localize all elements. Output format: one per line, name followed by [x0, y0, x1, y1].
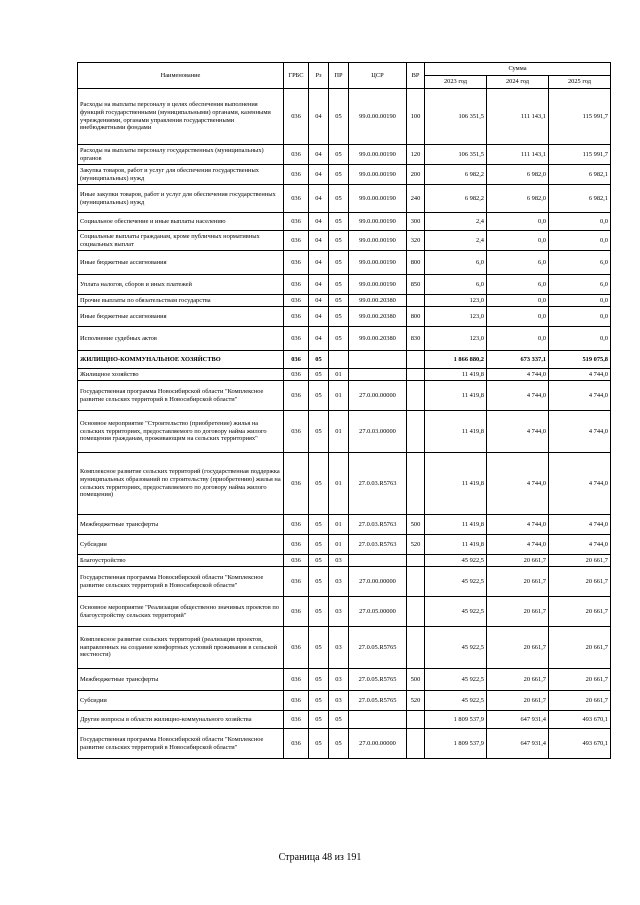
- cell-v2025: 20 661,7: [549, 567, 611, 597]
- cell-csr: 27.0.00.00000: [349, 729, 407, 759]
- cell-vr: 300: [407, 213, 425, 231]
- cell-v2024: 20 661,7: [487, 597, 549, 627]
- cell-name: Межбюджетные трансферты: [78, 669, 284, 691]
- cell-v2023: 11 419,8: [425, 369, 487, 381]
- cell-rz: 05: [309, 691, 329, 711]
- cell-pr: 05: [329, 213, 349, 231]
- table-row: [78, 411, 611, 453]
- cell-v2025: 493 670,1: [549, 729, 611, 759]
- cell-rz: 05: [309, 369, 329, 381]
- header-name: Наименование: [78, 63, 284, 89]
- cell-rz: 05: [309, 669, 329, 691]
- cell-v2024: 111 143,1: [487, 89, 549, 145]
- cell-name: Уплата налогов, сборов и иных платежей: [78, 275, 284, 295]
- cell-grbs: 036: [284, 669, 309, 691]
- cell-csr: 27.0.05.00000: [349, 597, 407, 627]
- cell-v2025: 4 744,0: [549, 381, 611, 411]
- cell-grbs: 036: [284, 327, 309, 351]
- cell-csr: 99.0.00.00190: [349, 185, 407, 213]
- table-row: [78, 627, 611, 669]
- cell-csr: 99.0.00.20380: [349, 327, 407, 351]
- cell-v2023: 45 922,5: [425, 669, 487, 691]
- cell-v2024: 4 744,0: [487, 515, 549, 535]
- cell-vr: 240: [407, 185, 425, 213]
- cell-v2023: 6,0: [425, 275, 487, 295]
- cell-rz: 04: [309, 145, 329, 165]
- cell-v2023: 11 419,8: [425, 411, 487, 453]
- cell-v2024: 6,0: [487, 275, 549, 295]
- cell-csr: 99.0.00.00190: [349, 213, 407, 231]
- cell-rz: 04: [309, 165, 329, 185]
- cell-v2025: 20 661,7: [549, 627, 611, 669]
- cell-v2023: 11 419,8: [425, 535, 487, 555]
- cell-vr: 520: [407, 535, 425, 555]
- cell-v2025: 0,0: [549, 231, 611, 251]
- cell-name: Социальное обеспечение и иные выплаты населению: [78, 213, 284, 231]
- cell-rz: 04: [309, 327, 329, 351]
- cell-csr: 27.0.05.R5765: [349, 669, 407, 691]
- table-row: [78, 351, 611, 369]
- cell-grbs: 036: [284, 213, 309, 231]
- header-2024: 2024 год: [487, 76, 549, 89]
- cell-grbs: 036: [284, 515, 309, 535]
- cell-csr: 99.0.00.20380: [349, 295, 407, 307]
- page-number: Страница 48 из 191: [278, 852, 362, 863]
- cell-v2024: 0,0: [487, 295, 549, 307]
- cell-name: Иные бюджетные ассигнования: [78, 251, 284, 275]
- cell-name: Субсидии: [78, 691, 284, 711]
- cell-name: Благоустройство: [78, 555, 284, 567]
- cell-v2024: 6 982,0: [487, 185, 549, 213]
- cell-v2024: 0,0: [487, 307, 549, 327]
- cell-pr: 05: [329, 711, 349, 729]
- cell-csr: 27.0.03.00000: [349, 411, 407, 453]
- cell-v2024: 0,0: [487, 327, 549, 351]
- cell-v2023: 11 419,8: [425, 381, 487, 411]
- cell-name: Жилищное хозяйство: [78, 369, 284, 381]
- table-row: [78, 145, 611, 165]
- cell-v2025: 0,0: [549, 327, 611, 351]
- cell-rz: 04: [309, 89, 329, 145]
- cell-v2023: 106 351,5: [425, 89, 487, 145]
- cell-v2024: 0,0: [487, 231, 549, 251]
- cell-pr: 05: [329, 231, 349, 251]
- cell-rz: 05: [309, 535, 329, 555]
- cell-vr: 520: [407, 691, 425, 711]
- cell-vr: 100: [407, 89, 425, 145]
- cell-v2023: 2,4: [425, 213, 487, 231]
- cell-csr: 27.0.05.R5765: [349, 691, 407, 711]
- cell-pr: 05: [329, 89, 349, 145]
- cell-pr: 05: [329, 307, 349, 327]
- cell-rz: 05: [309, 351, 329, 369]
- cell-vr: 830: [407, 327, 425, 351]
- cell-pr: 05: [329, 165, 349, 185]
- cell-grbs: 036: [284, 351, 309, 369]
- cell-rz: 05: [309, 567, 329, 597]
- cell-v2023: 6,0: [425, 251, 487, 275]
- cell-pr: 01: [329, 381, 349, 411]
- table-row: [78, 597, 611, 627]
- cell-v2024: 6,0: [487, 251, 549, 275]
- cell-rz: 04: [309, 295, 329, 307]
- cell-v2024: 4 744,0: [487, 411, 549, 453]
- cell-csr: 99.0.00.20380: [349, 307, 407, 327]
- cell-grbs: 036: [284, 567, 309, 597]
- cell-rz: 05: [309, 515, 329, 535]
- cell-pr: 05: [329, 251, 349, 275]
- cell-pr: 01: [329, 453, 349, 515]
- cell-name: Государственная программа Новосибирской области "Комплексное развитие сельских территорий в Новосибирской области": [78, 567, 284, 597]
- cell-vr: 800: [407, 307, 425, 327]
- cell-v2024: 6 982,0: [487, 165, 549, 185]
- cell-csr: 27.0.00.00000: [349, 567, 407, 597]
- cell-v2023: 11 419,8: [425, 453, 487, 515]
- cell-rz: 05: [309, 555, 329, 567]
- table-row: [78, 669, 611, 691]
- cell-grbs: 036: [284, 369, 309, 381]
- cell-v2023: 106 351,5: [425, 145, 487, 165]
- cell-v2023: 123,0: [425, 307, 487, 327]
- cell-csr: [349, 351, 407, 369]
- cell-csr: [349, 711, 407, 729]
- cell-v2023: 45 922,5: [425, 627, 487, 669]
- cell-csr: 99.0.00.00190: [349, 275, 407, 295]
- cell-vr: [407, 711, 425, 729]
- cell-v2025: 4 744,0: [549, 535, 611, 555]
- cell-pr: 03: [329, 669, 349, 691]
- cell-name: Расходы на выплаты персоналу в целях обеспечения выполнения функций государственными (муниципальными) органами, казенными учреждениями, органами управления государственными внебюджетными фондами: [78, 89, 284, 145]
- cell-v2023: 45 922,5: [425, 555, 487, 567]
- cell-vr: [407, 597, 425, 627]
- header-vr: ВР: [407, 63, 425, 89]
- cell-pr: 03: [329, 555, 349, 567]
- table-row: [78, 165, 611, 185]
- table-row: [78, 369, 611, 381]
- cell-vr: [407, 627, 425, 669]
- cell-csr: 27.0.00.00000: [349, 381, 407, 411]
- cell-csr: 27.0.05.R5765: [349, 627, 407, 669]
- cell-name: Закупка товаров, работ и услуг для обеспечения государственных (муниципальных) нужд: [78, 165, 284, 185]
- table-row: [78, 729, 611, 759]
- cell-v2025: 4 744,0: [549, 453, 611, 515]
- cell-grbs: 036: [284, 729, 309, 759]
- cell-vr: 120: [407, 145, 425, 165]
- cell-v2023: 45 922,5: [425, 691, 487, 711]
- cell-v2023: 11 419,8: [425, 515, 487, 535]
- cell-name: Иные закупки товаров, работ и услуг для обеспечения государственных (муниципальных) нужд: [78, 185, 284, 213]
- cell-v2025: 20 661,7: [549, 691, 611, 711]
- table-row: [78, 381, 611, 411]
- cell-pr: 01: [329, 369, 349, 381]
- cell-v2024: 4 744,0: [487, 453, 549, 515]
- cell-name: Иные бюджетные ассигнования: [78, 307, 284, 327]
- cell-pr: [329, 351, 349, 369]
- cell-v2023: 1 809 537,9: [425, 729, 487, 759]
- header-pr: ПР: [329, 63, 349, 89]
- cell-v2024: 4 744,0: [487, 381, 549, 411]
- cell-rz: 05: [309, 597, 329, 627]
- cell-pr: 05: [329, 275, 349, 295]
- cell-name: Расходы на выплаты персоналу государственных (муниципальных) органов: [78, 145, 284, 165]
- cell-pr: 01: [329, 515, 349, 535]
- cell-pr: 03: [329, 597, 349, 627]
- cell-v2023: 6 982,2: [425, 185, 487, 213]
- table-row: [78, 185, 611, 213]
- cell-vr: [407, 411, 425, 453]
- cell-grbs: 036: [284, 231, 309, 251]
- table-row: [78, 515, 611, 535]
- cell-v2023: 6 982,2: [425, 165, 487, 185]
- cell-v2024: 673 337,1: [487, 351, 549, 369]
- cell-grbs: 036: [284, 89, 309, 145]
- table-row: [78, 453, 611, 515]
- cell-grbs: 036: [284, 627, 309, 669]
- header-sum: Сумма: [425, 63, 611, 76]
- cell-csr: 27.0.03.R5763: [349, 515, 407, 535]
- cell-grbs: 036: [284, 691, 309, 711]
- budget-table: [77, 62, 611, 759]
- cell-grbs: 036: [284, 275, 309, 295]
- cell-grbs: 036: [284, 453, 309, 515]
- cell-grbs: 036: [284, 165, 309, 185]
- cell-grbs: 036: [284, 555, 309, 567]
- header-2025: 2025 год: [549, 76, 611, 89]
- cell-csr: 99.0.00.00190: [349, 89, 407, 145]
- cell-name: Основное мероприятие "Реализация общественно значимых проектов по благоустройству сельских территорий": [78, 597, 284, 627]
- cell-v2025: 20 661,7: [549, 597, 611, 627]
- cell-csr: 99.0.00.00190: [349, 231, 407, 251]
- cell-name: Межбюджетные трансферты: [78, 515, 284, 535]
- cell-v2025: 493 670,1: [549, 711, 611, 729]
- cell-grbs: 036: [284, 711, 309, 729]
- table-row: [78, 275, 611, 295]
- cell-rz: 04: [309, 213, 329, 231]
- cell-v2025: 519 075,8: [549, 351, 611, 369]
- cell-name: Основное мероприятие "Строительство (приобретение) жилья на сельских территориях, предоставляемого по договору найма жилого помещения гражданам, проживающим на сельских территориях": [78, 411, 284, 453]
- cell-pr: 05: [329, 729, 349, 759]
- cell-v2023: 1 809 537,9: [425, 711, 487, 729]
- header-grbs: ГРБС: [284, 63, 309, 89]
- cell-v2025: 6 982,1: [549, 185, 611, 213]
- cell-vr: [407, 567, 425, 597]
- cell-v2025: 0,0: [549, 213, 611, 231]
- cell-grbs: 036: [284, 411, 309, 453]
- cell-grbs: 036: [284, 145, 309, 165]
- cell-v2024: 647 931,4: [487, 711, 549, 729]
- table-row: [78, 691, 611, 711]
- cell-v2024: 20 661,7: [487, 627, 549, 669]
- table-row: [78, 231, 611, 251]
- cell-csr: [349, 555, 407, 567]
- cell-v2024: 4 744,0: [487, 535, 549, 555]
- header-2023: 2023 год: [425, 76, 487, 89]
- cell-grbs: 036: [284, 535, 309, 555]
- cell-v2025: 6,0: [549, 275, 611, 295]
- cell-v2025: 0,0: [549, 295, 611, 307]
- table-row: [78, 327, 611, 351]
- cell-pr: 05: [329, 295, 349, 307]
- table-row: [78, 295, 611, 307]
- cell-pr: 03: [329, 691, 349, 711]
- cell-vr: [407, 351, 425, 369]
- cell-csr: 99.0.00.00190: [349, 251, 407, 275]
- cell-vr: 200: [407, 165, 425, 185]
- cell-grbs: 036: [284, 295, 309, 307]
- cell-v2025: 4 744,0: [549, 369, 611, 381]
- cell-csr: 27.0.03.R5763: [349, 535, 407, 555]
- cell-name: Социальные выплаты гражданам, кроме публичных нормативных социальных выплат: [78, 231, 284, 251]
- cell-name: Государственная программа Новосибирской области "Комплексное развитие сельских территорий в Новосибирской области": [78, 381, 284, 411]
- cell-rz: 05: [309, 729, 329, 759]
- cell-v2024: 20 661,7: [487, 691, 549, 711]
- cell-vr: 800: [407, 251, 425, 275]
- cell-v2025: 6,0: [549, 251, 611, 275]
- cell-vr: [407, 295, 425, 307]
- cell-v2025: 20 661,7: [549, 669, 611, 691]
- cell-csr: 27.0.03.R5763: [349, 453, 407, 515]
- cell-name: Другие вопросы в области жилищно-коммунального хозяйства: [78, 711, 284, 729]
- table-row: [78, 307, 611, 327]
- cell-csr: 99.0.00.00190: [349, 165, 407, 185]
- cell-v2023: 1 866 880,2: [425, 351, 487, 369]
- cell-name: ЖИЛИЩНО-КОММУНАЛЬНОЕ ХОЗЯЙСТВО: [78, 351, 284, 369]
- cell-pr: 05: [329, 327, 349, 351]
- cell-rz: 04: [309, 275, 329, 295]
- cell-v2024: 0,0: [487, 213, 549, 231]
- cell-pr: 03: [329, 627, 349, 669]
- table-row: [78, 535, 611, 555]
- cell-rz: 04: [309, 307, 329, 327]
- cell-pr: 01: [329, 535, 349, 555]
- cell-grbs: 036: [284, 251, 309, 275]
- table-row: [78, 567, 611, 597]
- cell-v2023: 123,0: [425, 327, 487, 351]
- cell-name: Комплексное развитие сельских территорий (государственная поддержка муниципальных образований по строительству (приобретению) жилья на сельских территориях, предоставляемого по договору найма жилого помещения): [78, 453, 284, 515]
- cell-v2023: 123,0: [425, 295, 487, 307]
- cell-v2025: 4 744,0: [549, 411, 611, 453]
- cell-vr: [407, 555, 425, 567]
- cell-vr: 320: [407, 231, 425, 251]
- cell-csr: [349, 369, 407, 381]
- header-rz: Рз: [309, 63, 329, 89]
- cell-vr: [407, 453, 425, 515]
- cell-vr: 850: [407, 275, 425, 295]
- table-row: [78, 213, 611, 231]
- cell-name: Исполнение судебных актов: [78, 327, 284, 351]
- cell-v2023: 45 922,5: [425, 567, 487, 597]
- cell-vr: [407, 369, 425, 381]
- table-row: [78, 251, 611, 275]
- cell-grbs: 036: [284, 381, 309, 411]
- cell-v2025: 4 744,0: [549, 515, 611, 535]
- cell-rz: 04: [309, 185, 329, 213]
- cell-v2025: 115 991,7: [549, 145, 611, 165]
- table-row: [78, 89, 611, 145]
- cell-vr: [407, 381, 425, 411]
- cell-rz: 04: [309, 251, 329, 275]
- cell-pr: 03: [329, 567, 349, 597]
- cell-vr: [407, 729, 425, 759]
- cell-rz: 05: [309, 711, 329, 729]
- header-csr: ЦСР: [349, 63, 407, 89]
- cell-rz: 05: [309, 627, 329, 669]
- cell-pr: 05: [329, 145, 349, 165]
- cell-name: Государственная программа Новосибирской области "Комплексное развитие сельских территорий в Новосибирской области": [78, 729, 284, 759]
- cell-rz: 04: [309, 231, 329, 251]
- cell-v2024: 111 143,1: [487, 145, 549, 165]
- cell-v2025: 20 661,7: [549, 555, 611, 567]
- cell-name: Прочие выплаты по обязательствам государства: [78, 295, 284, 307]
- cell-name: Комплексное развитие сельских территорий (реализация проектов, направленных на создание комфортных условий проживания в сельской местности): [78, 627, 284, 669]
- cell-v2023: 2,4: [425, 231, 487, 251]
- cell-rz: 05: [309, 381, 329, 411]
- cell-name: Субсидии: [78, 535, 284, 555]
- cell-v2024: 20 661,7: [487, 669, 549, 691]
- cell-v2024: 20 661,7: [487, 567, 549, 597]
- cell-v2024: 20 661,7: [487, 555, 549, 567]
- cell-vr: 500: [407, 515, 425, 535]
- table-row: [78, 711, 611, 729]
- cell-pr: 01: [329, 411, 349, 453]
- cell-pr: 05: [329, 185, 349, 213]
- cell-v2025: 0,0: [549, 307, 611, 327]
- cell-csr: 99.0.00.00190: [349, 145, 407, 165]
- cell-v2024: 647 931,4: [487, 729, 549, 759]
- table-row: [78, 555, 611, 567]
- cell-vr: 500: [407, 669, 425, 691]
- cell-v2023: 45 922,5: [425, 597, 487, 627]
- cell-grbs: 036: [284, 185, 309, 213]
- cell-v2025: 115 991,7: [549, 89, 611, 145]
- cell-v2025: 6 982,1: [549, 165, 611, 185]
- cell-grbs: 036: [284, 597, 309, 627]
- cell-grbs: 036: [284, 307, 309, 327]
- cell-v2024: 4 744,0: [487, 369, 549, 381]
- cell-rz: 05: [309, 453, 329, 515]
- cell-rz: 05: [309, 411, 329, 453]
